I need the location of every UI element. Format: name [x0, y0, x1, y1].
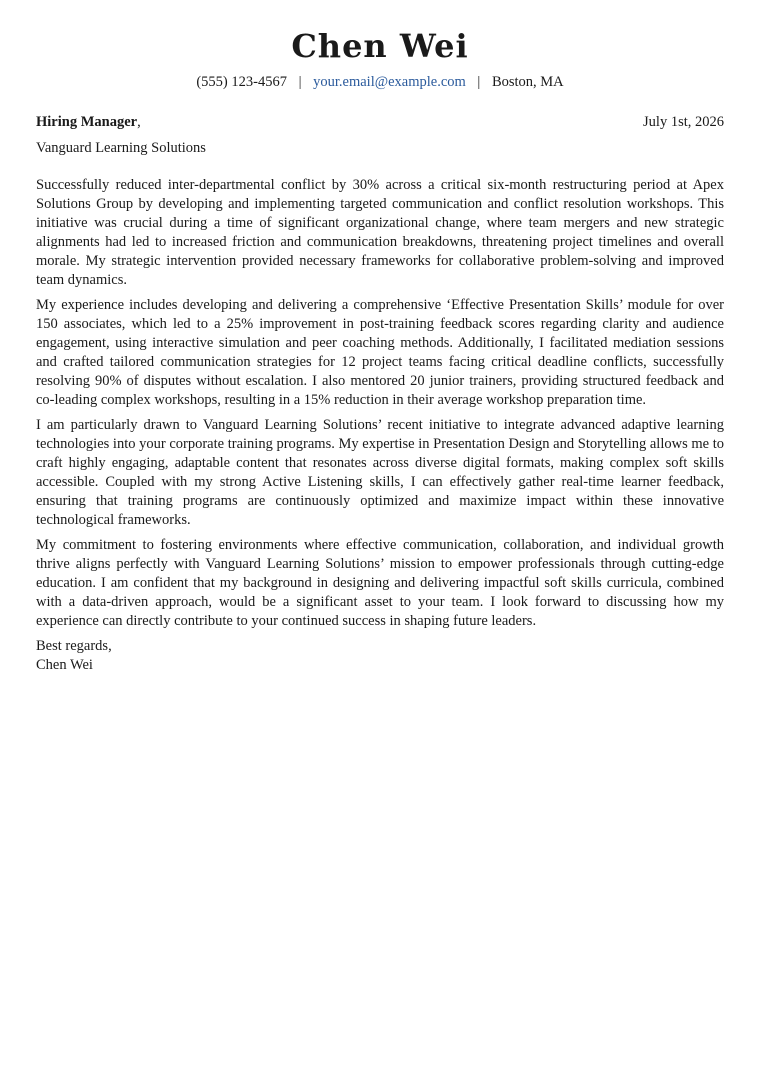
body-paragraph: Successfully reduced inter-departmental conflict by 30% across a critical six-month restructuring period at Apex Solutions Group by developing and implementing targeted communication and conflict resolution workshops. This initiative was crucial during a time of significant organizational change, where team mergers and new strategic alignments had led to increased friction and communication breakdowns, threatening project timelines and overall morale. My strategic intervention provided necessary frameworks for collaborative problem-solving and improved team dynamics. — [36, 177, 724, 288]
recipient-company: Vanguard Learning Solutions — [36, 140, 206, 156]
body-paragraph: My commitment to fostering environments where effective communication, collaboration, and individual growth thrive aligns perfectly with Vanguard Learning Solutions’ mission to empower professionals through cutting-edge education. I am confident that my background in designing and delivering impactful soft skills curricula, combined with a data-driven approach, would be a significant asset to your team. I look forward to discussing how my experience can directly contribute to your continued success in shaping future leaders. — [36, 537, 724, 629]
applicant-name: Chen Wei — [291, 27, 469, 65]
recipient-row — [36, 112, 724, 132]
email-link[interactable]: your.email@example.com — [313, 74, 466, 90]
body-paragraph: I am particularly drawn to Vanguard Learning Solutions’ recent initiative to integrate advanced adaptive learning technologies into your corporate training programs. My expertise in Presentation Design and Storytelling allows me to craft highly engaging, adaptable content that resonates across diverse digital formats, making complex soft skills accessible. Coupled with my strong Active Listening skills, I can effectively gather real-time learner feedback, ensuring that training programs are continuously optimized and maximize impact within these innovative technological frameworks. — [36, 417, 724, 528]
letter-body — [36, 176, 724, 631]
contact-separator: | — [477, 74, 481, 90]
letter-date: July 1st, 2026 — [643, 114, 724, 130]
salutation-comma: , — [137, 114, 141, 130]
signature-name: Chen Wei — [36, 657, 93, 673]
letter-closing — [36, 637, 724, 675]
contact-separator: | — [298, 74, 302, 90]
sign-off: Best regards, — [36, 638, 112, 654]
contact-line — [36, 72, 724, 92]
location: Boston, MA — [491, 74, 564, 90]
salutation — [36, 112, 141, 132]
body-paragraph: My experience includes developing and delivering a comprehensive ‘Effective Presentation Skills’ module for over 150 associates, which led to a 25% improvement in post-training feedback scores regarding clarity and audience engagement, using interactive simulation and peer coaching methods. Additionally, I facilitated mediation sessions and crafted tailored communication strategies for 12 project teams facing critical deadline conflicts, successfully resolving 90% of disputes without escalation. I also mentored 20 junior trainers, providing structured feedback and co-leading complex workshops, resulting in a 15% reduction in their average workshop preparation time. — [36, 297, 724, 408]
cover-letter-page — [36, 26, 724, 675]
hiring-manager-label: Hiring Manager — [36, 114, 138, 130]
phone-number: (555) 123-4567 — [196, 74, 287, 90]
